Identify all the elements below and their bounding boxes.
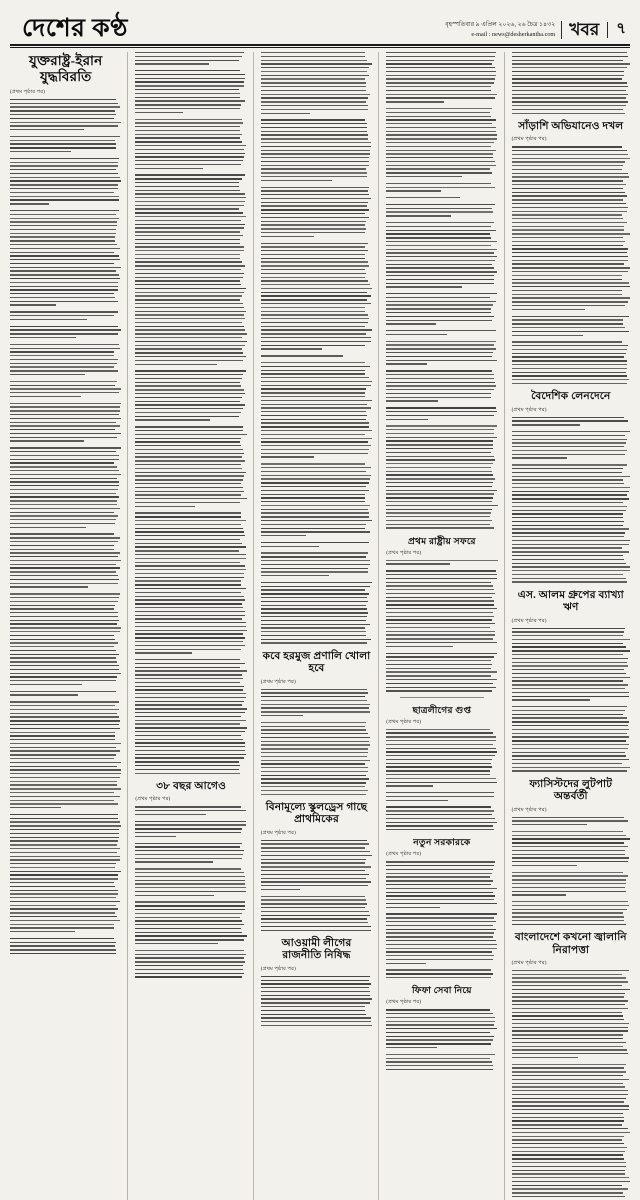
col3-body-top (261, 52, 372, 644)
col4-byline-b: (প্রথম পৃষ্ঠার পর) (386, 718, 422, 725)
col4-byline-d: (প্রথম পৃষ্ঠার পর) (386, 999, 422, 1006)
col5-body-d (512, 817, 630, 926)
col3-byline-c: (প্রথম পৃষ্ঠার পর) (260, 965, 296, 972)
col4-body-top (386, 52, 497, 529)
masthead-rule-thin (10, 47, 630, 48)
section-title: খবর (561, 21, 607, 39)
col4-body-a (386, 560, 497, 692)
column-3 (261, 52, 379, 1200)
col5-headline-c: এস. আলম গ্রুপের ব্যাখ্যা ঋণ (517, 589, 624, 614)
col5-body-top (512, 52, 630, 114)
col4-headline-c: নতুন সরকারকে (413, 837, 471, 848)
col5-body-e (512, 970, 630, 1197)
masthead-meta (445, 20, 561, 40)
contact-email: e-mail : news@desherkantha.com (471, 30, 556, 38)
col5-byline-a: (প্রথম পৃষ্ঠার পর) (511, 136, 547, 143)
masthead-rule-thick (10, 44, 630, 46)
col2-body-a (135, 806, 246, 977)
col3-body-b (261, 840, 372, 931)
col3-headline-c: আওয়ামী লীগের রাজনীতি নিষিদ্ধ (281, 938, 352, 962)
masthead (10, 6, 630, 42)
lead-byline: (প্রথম পৃষ্ঠার পর) (10, 88, 45, 95)
col3-byline-b: (প্রথম পৃষ্ঠার পর) (260, 829, 296, 836)
col5-byline-c: (প্রথম পৃষ্ঠার পর) (511, 617, 547, 624)
col5-byline-b: (প্রথম পৃষ্ঠার পর) (511, 406, 547, 413)
col5-headline-d: ফ্যাসিস্টদের লুটপাট অন্তর্বর্তী (529, 778, 613, 803)
col4-byline-c: (প্রথম পৃষ্ঠার পর) (386, 851, 422, 858)
col5-byline-d: (প্রথম পৃষ্ঠার পর) (511, 806, 547, 813)
col4-headline-d: ফিফা সেবা নিয়ে (412, 985, 472, 996)
lead-body-text (10, 99, 121, 955)
column-1 (10, 52, 128, 1200)
col4-body-c (386, 861, 497, 978)
col4-headline-a: প্রথম রাষ্ট্রীয় সফরে (407, 535, 476, 546)
col3-body-c (261, 976, 372, 1027)
col3-headline-b: বিনামূল্যে স্কুলড্রেস গাছে প্রাথমিকের (265, 801, 368, 826)
col4-divider-1 (400, 697, 483, 698)
masthead-right (445, 20, 630, 40)
col4-body-b (386, 729, 497, 831)
column-5 (512, 52, 630, 1200)
col5-body-a (512, 146, 630, 384)
article-grid (10, 52, 630, 1006)
col4-body-d (386, 1009, 497, 1070)
page-number: ৭ (607, 22, 630, 38)
col2-headline-a: ৩৮ বছর আগেও (156, 780, 227, 792)
lead-body-text-continued (135, 52, 246, 774)
publication-date: বৃহস্পতিবার ৯ এপ্রিল ২০২৬, ২৬ চৈত্র ১৪৩২ (445, 20, 556, 28)
col5-byline-e: (প্রথম পৃষ্ঠার পর) (511, 959, 547, 966)
lead-headline: যুক্তরাষ্ট্র-ইরান যুদ্ধবিরতি (29, 53, 103, 84)
newspaper-logo: দেশের কণ্ঠ (22, 15, 128, 42)
col5-body-b (512, 417, 630, 583)
col5-headline-a: সাঁড়াশি অভিযানেও দখল (518, 120, 624, 132)
col3-headline-a: কবে হরমুজ প্রণালি খোলা হবে (262, 650, 371, 675)
col3-body-a (261, 689, 372, 795)
col4-byline-a: (প্রথম পৃষ্ঠার পর) (386, 549, 422, 556)
col3-byline-a: (প্রথম পৃষ্ঠার পর) (260, 678, 296, 685)
col5-body-c (512, 628, 630, 772)
column-2 (135, 52, 253, 1200)
col2-byline-a: (প্রথম পৃষ্ঠার পর) (135, 796, 171, 803)
col5-headline-b: বৈদেশিক লেনদেনে (531, 391, 611, 403)
col5-headline-e: বাংলাদেশে কখনো জ্বালানি নিরাপত্তা (514, 932, 627, 956)
column-4 (386, 52, 504, 1200)
col4-headline-b: ছাত্রলীগের গুপ্ত (412, 704, 472, 715)
